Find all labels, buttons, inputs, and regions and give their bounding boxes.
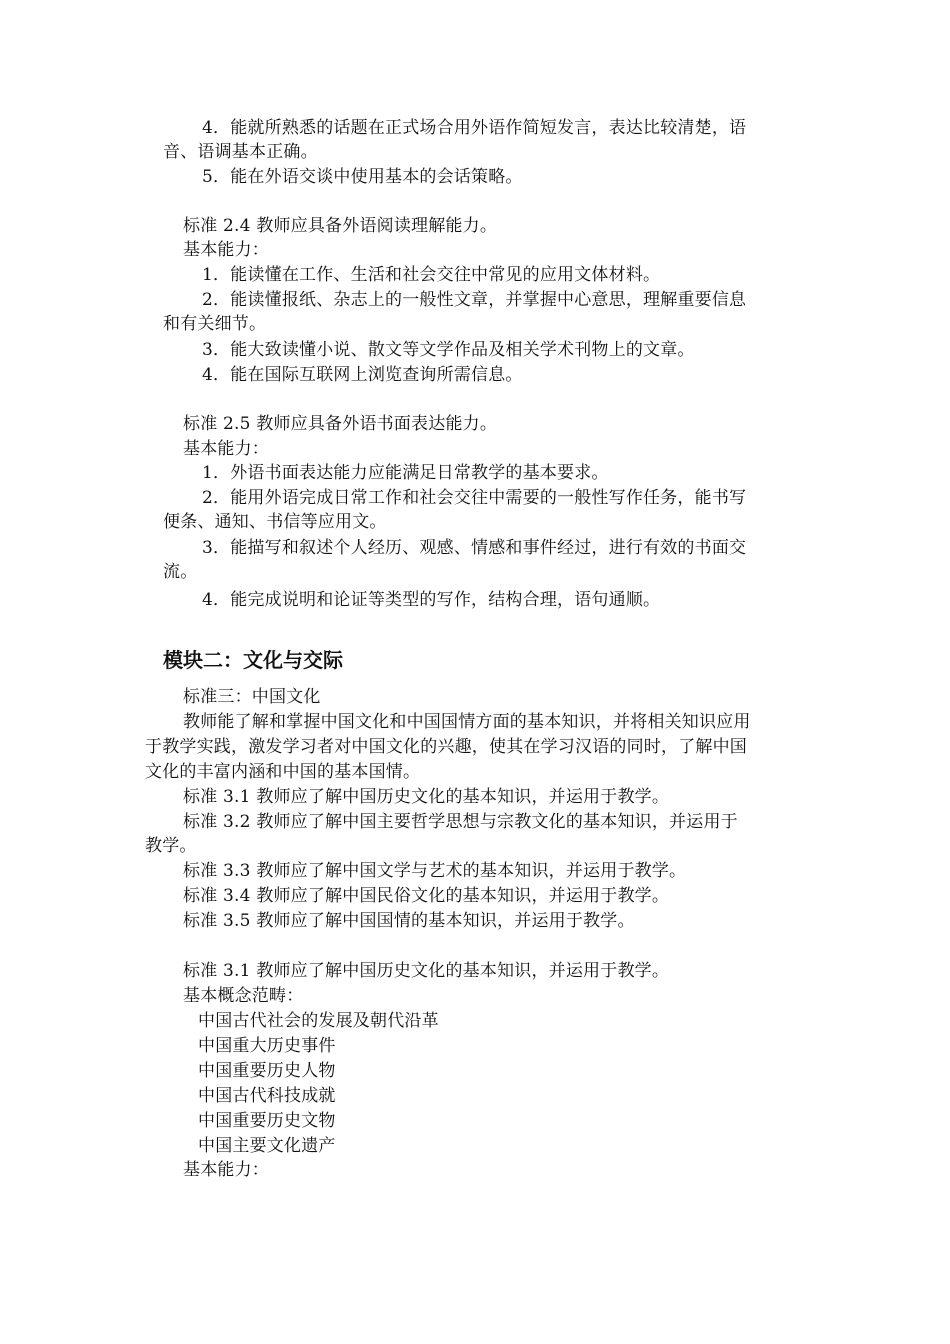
text-line: 标准 3.1 教师应了解中国历史文化的基本知识，并运用于教学。: [183, 787, 670, 807]
list-item: 中国古代科技成就: [198, 1086, 336, 1106]
text-line: 标准 3.3 教师应了解中国文学与艺术的基本知识，并运用于教学。: [183, 861, 687, 881]
text-line: 2．能用外语完成日常工作和社会交往中需要的一般性写作任务，能书写: [202, 488, 747, 508]
text-line: 教学。: [145, 836, 197, 856]
list-item: 中国主要文化遗产: [198, 1136, 336, 1156]
section-heading: 模块二：文化与交际: [163, 648, 343, 672]
text-line: 于教学实践，激发学习者对中国文化的兴趣，使其在学习汉语的同时，了解中国: [145, 737, 747, 757]
text-line: 标准 3.1 教师应了解中国历史文化的基本知识，并运用于教学。: [183, 961, 670, 981]
text-line: 基本能力：: [183, 240, 269, 260]
list-item: 中国古代社会的发展及朝代沿革: [198, 1011, 439, 1031]
text-line: 2．能读懂报纸、杂志上的一般性文章，并掌握中心意思，理解重要信息: [202, 290, 747, 310]
text-line: 1．外语书面表达能力应能满足日常教学的基本要求。: [202, 463, 609, 483]
text-line: 4．能完成说明和论证等类型的写作，结构合理，语句通顺。: [202, 590, 661, 610]
text-line: 4．能就所熟悉的话题在正式场合用外语作简短发言，表达比较清楚，语: [202, 118, 747, 138]
text-line: 便条、通知、书信等应用文。: [163, 512, 387, 532]
list-item: 中国重要历史人物: [198, 1061, 336, 1081]
text-line: 标准 2.5 教师应具备外语书面表达能力。: [183, 414, 498, 434]
list-item: 中国重大历史事件: [198, 1036, 336, 1056]
text-line: 音、语调基本正确。: [163, 142, 318, 162]
text-line: 流。: [163, 562, 198, 582]
text-line: 教师能了解和掌握中国文化和中国国情方面的基本知识，并将相关知识应用: [183, 712, 751, 732]
text-line: 5．能在外语交谈中使用基本的会话策略。: [202, 167, 523, 187]
text-line: 1．能读懂在工作、生活和社会交往中常见的应用文体材料。: [202, 265, 661, 285]
text-line: 基本概念范畴：: [183, 986, 304, 1006]
text-line: 和有关细节。: [163, 314, 267, 334]
text-line: 4．能在国际互联网上浏览查询所需信息。: [202, 365, 523, 385]
text-line: 标准三：中国文化: [183, 687, 321, 707]
text-line: 文化的丰富内涵和中国的基本国情。: [145, 762, 421, 782]
text-line: 标准 3.5 教师应了解中国国情的基本知识，并运用于教学。: [183, 911, 635, 931]
text-line: 基本能力：: [183, 1160, 269, 1180]
text-line: 3．能描写和叙述个人经历、观感、情感和事件经过，进行有效的书面交: [202, 538, 747, 558]
text-line: 标准 3.4 教师应了解中国民俗文化的基本知识，并运用于教学。: [183, 886, 670, 906]
text-line: 标准 2.4 教师应具备外语阅读理解能力。: [183, 216, 498, 236]
text-line: 标准 3.2 教师应了解中国主要哲学思想与宗教文化的基本知识，并运用于: [183, 812, 738, 832]
text-line: 基本能力：: [183, 439, 269, 459]
text-line: 3．能大致读懂小说、散文等文学作品及相关学术刊物上的文章。: [202, 340, 695, 360]
list-item: 中国重要历史文物: [198, 1111, 336, 1131]
